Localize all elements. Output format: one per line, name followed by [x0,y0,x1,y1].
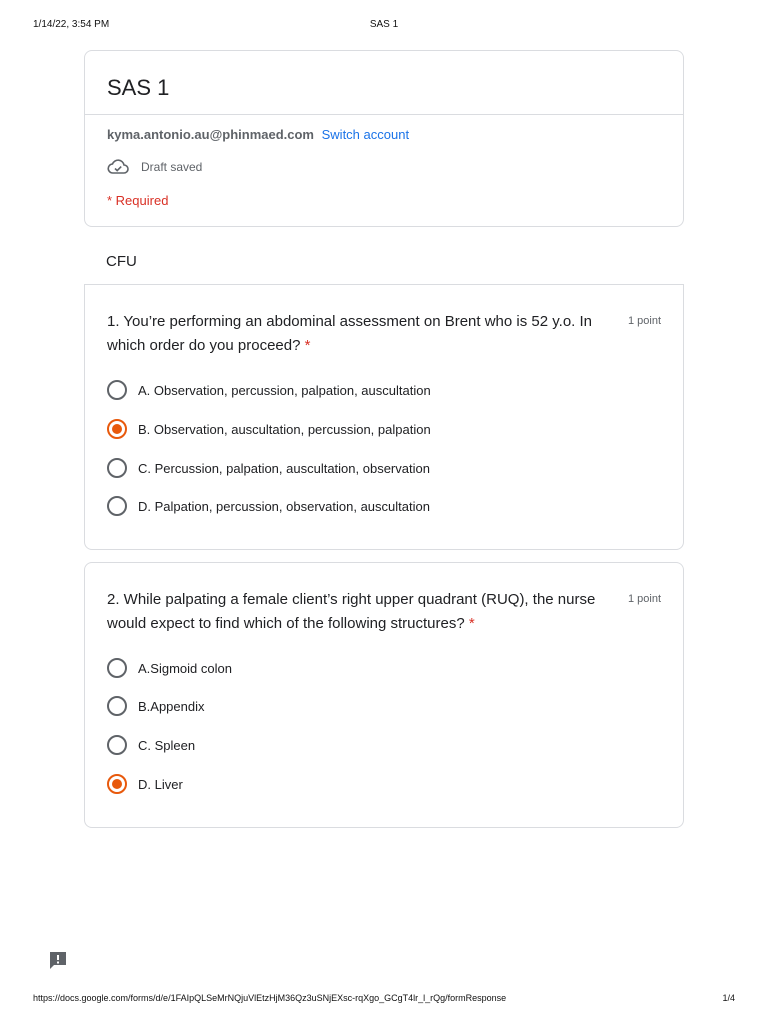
required-marker: * [468,615,475,632]
print-header [33,19,735,33]
option-2b[interactable] [107,696,205,716]
option-label: A.Sigmoid colon [138,660,232,676]
form-title: SAS 1 [107,75,170,100]
header-divider [85,114,683,115]
radio-button[interactable] [107,496,127,516]
draft-status-text: Draft saved [141,160,203,174]
option-label: A. Observation, percussion, palpation, auscultation [138,382,431,398]
question-prompt: 2. While palpating a female client’s right upper quadrant (RUQ), the nurse would expect to find which of the following structures? [107,591,596,632]
option-label: C. Percussion, palpation, auscultation, observation [138,460,430,476]
option-2c[interactable] [107,735,195,755]
radio-button[interactable] [107,380,127,400]
question-points: 1 point [627,593,661,605]
section-title: CFU [106,253,137,270]
question-text [107,588,607,636]
account-email: kyma.antonio.au@phinmaed.com [107,127,314,142]
question-text [107,310,607,358]
radio-button[interactable] [107,696,127,716]
radio-button[interactable] [107,658,127,678]
option-2a[interactable] [107,658,232,678]
option-1d[interactable] [107,496,430,516]
option-1a[interactable] [107,380,431,400]
draft-status-row [107,159,202,175]
required-marker: * [304,337,311,354]
account-row [107,127,409,142]
cloud-check-icon [107,159,129,175]
option-label: B. Observation, auscultation, percussion, palpation [138,421,431,437]
radio-button-selected[interactable] [107,419,127,439]
required-note: * Required [107,193,169,208]
question-card-2 [84,562,684,828]
switch-account-link[interactable]: Switch account [321,127,410,142]
option-1c[interactable] [107,458,430,478]
print-page-number: 1/4 [722,993,735,1003]
print-title: SAS 1 [369,19,399,30]
question-points: 1 point [627,315,661,327]
radio-button-selected[interactable] [107,774,127,794]
question-prompt: 1. You’re performing an abdominal assessment on Brent who is 52 y.o. In which order do you proceed? [107,313,593,354]
option-label: D. Palpation, percussion, observation, auscultation [138,498,430,514]
radio-button[interactable] [107,735,127,755]
print-url: https://docs.google.com/forms/d/e/1FAIpQLSeMrNQjuVlEtzHjM36Qz3uSNjEXsc-rqXgo_GCgT4lr_l_rQg/formResponse [33,993,507,1003]
question-card-1 [84,284,684,550]
option-1b[interactable] [107,419,431,439]
radio-button[interactable] [107,458,127,478]
option-label: D. Liver [138,776,183,792]
form-header-card [84,50,684,227]
option-label: C. Spleen [138,737,196,753]
print-datetime: 1/14/22, 3:54 PM [33,19,110,30]
print-footer [33,993,735,1005]
report-problem-icon[interactable] [48,950,68,970]
option-label: B.Appendix [138,698,205,714]
option-2d[interactable] [107,774,183,794]
